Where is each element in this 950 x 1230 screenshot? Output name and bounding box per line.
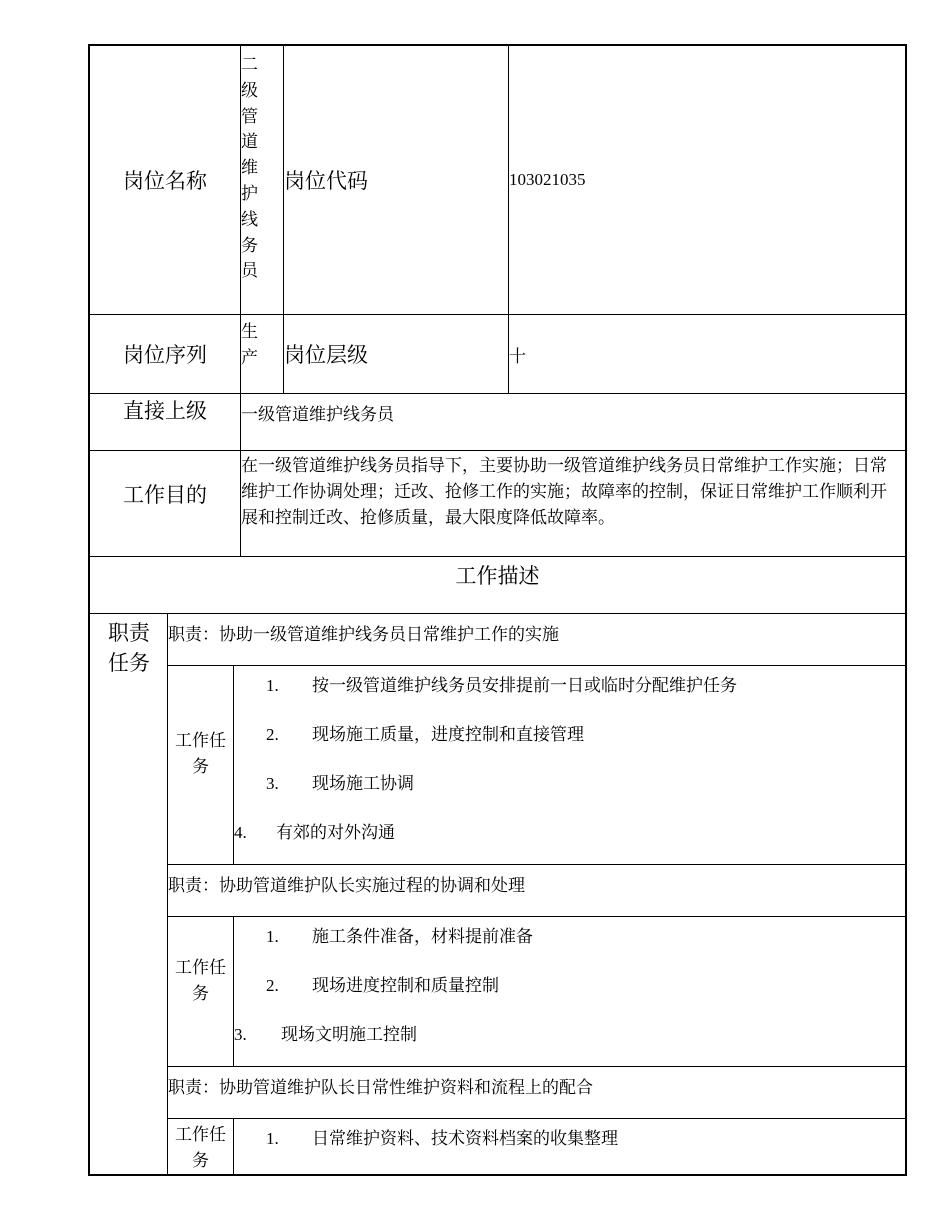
purpose-value: 在一级管道维护线务员指导下，主要协助一级管道维护线务员日常维护工作实施；日常维护工作协调处理；迁改、抢修工作的实施；故障率的控制，保证日常维护工作顺利开展和控制迁改、抢修质量，最大限度降低故障率。 xyxy=(241,456,887,527)
position-series-label: 岗位序列 xyxy=(123,343,207,367)
task-item: 3. 现场文明施工控制 xyxy=(234,1025,417,1044)
task-item: 1. 日常维护资料、技术资料档案的收集整理 xyxy=(266,1129,618,1148)
task-item: 4. 有郊的对外沟通 xyxy=(234,823,395,842)
duty-title: 职责：协助管道维护队长实施过程的协调和处理 xyxy=(168,876,525,895)
position-code-value: 103021035 xyxy=(509,170,586,189)
task-label: 工作任务 xyxy=(175,731,226,776)
position-name-label: 岗位名称 xyxy=(123,169,207,193)
row-divider xyxy=(167,916,905,917)
task-item: 1. 施工条件准备，材料提前准备 xyxy=(266,927,533,946)
row-divider xyxy=(90,613,905,614)
position-level-label: 岗位层级 xyxy=(284,343,368,367)
position-code-label: 岗位代码 xyxy=(284,169,368,193)
position-series-value: 生产 xyxy=(241,322,258,367)
duty-title: 职责：协助管道维护队长日常性维护资料和流程上的配合 xyxy=(168,1078,593,1097)
row-divider xyxy=(167,665,905,666)
superior-value: 一级管道维护线务员 xyxy=(241,405,394,424)
task-label: 工作任务 xyxy=(175,958,226,1003)
task-item: 2. 现场进度控制和质量控制 xyxy=(266,976,499,995)
row-divider xyxy=(167,864,905,865)
task-item: 3. 现场施工协调 xyxy=(266,774,414,793)
position-level-value: 十 xyxy=(509,346,526,366)
duty-title: 职责：协助一级管道维护线务员日常维护工作的实施 xyxy=(168,625,559,644)
task-label: 工作任务 xyxy=(175,1125,226,1170)
task-item: 1. 按一级管道维护线务员安排提前一日或临时分配维护任务 xyxy=(266,676,737,695)
position-name-value: 二级管道维护线务员 xyxy=(241,55,258,281)
task-item: 2. 现场施工质量，进度控制和直接管理 xyxy=(266,725,584,744)
duties-side-label: 职责任务 xyxy=(108,621,150,675)
col-divider xyxy=(233,1118,234,1174)
job-description-table xyxy=(88,44,907,1176)
purpose-label: 工作目的 xyxy=(123,483,207,507)
description-title: 工作描述 xyxy=(455,564,540,588)
row-divider xyxy=(167,1066,905,1067)
row-divider xyxy=(167,1118,905,1119)
superior-label: 直接上级 xyxy=(123,399,207,423)
